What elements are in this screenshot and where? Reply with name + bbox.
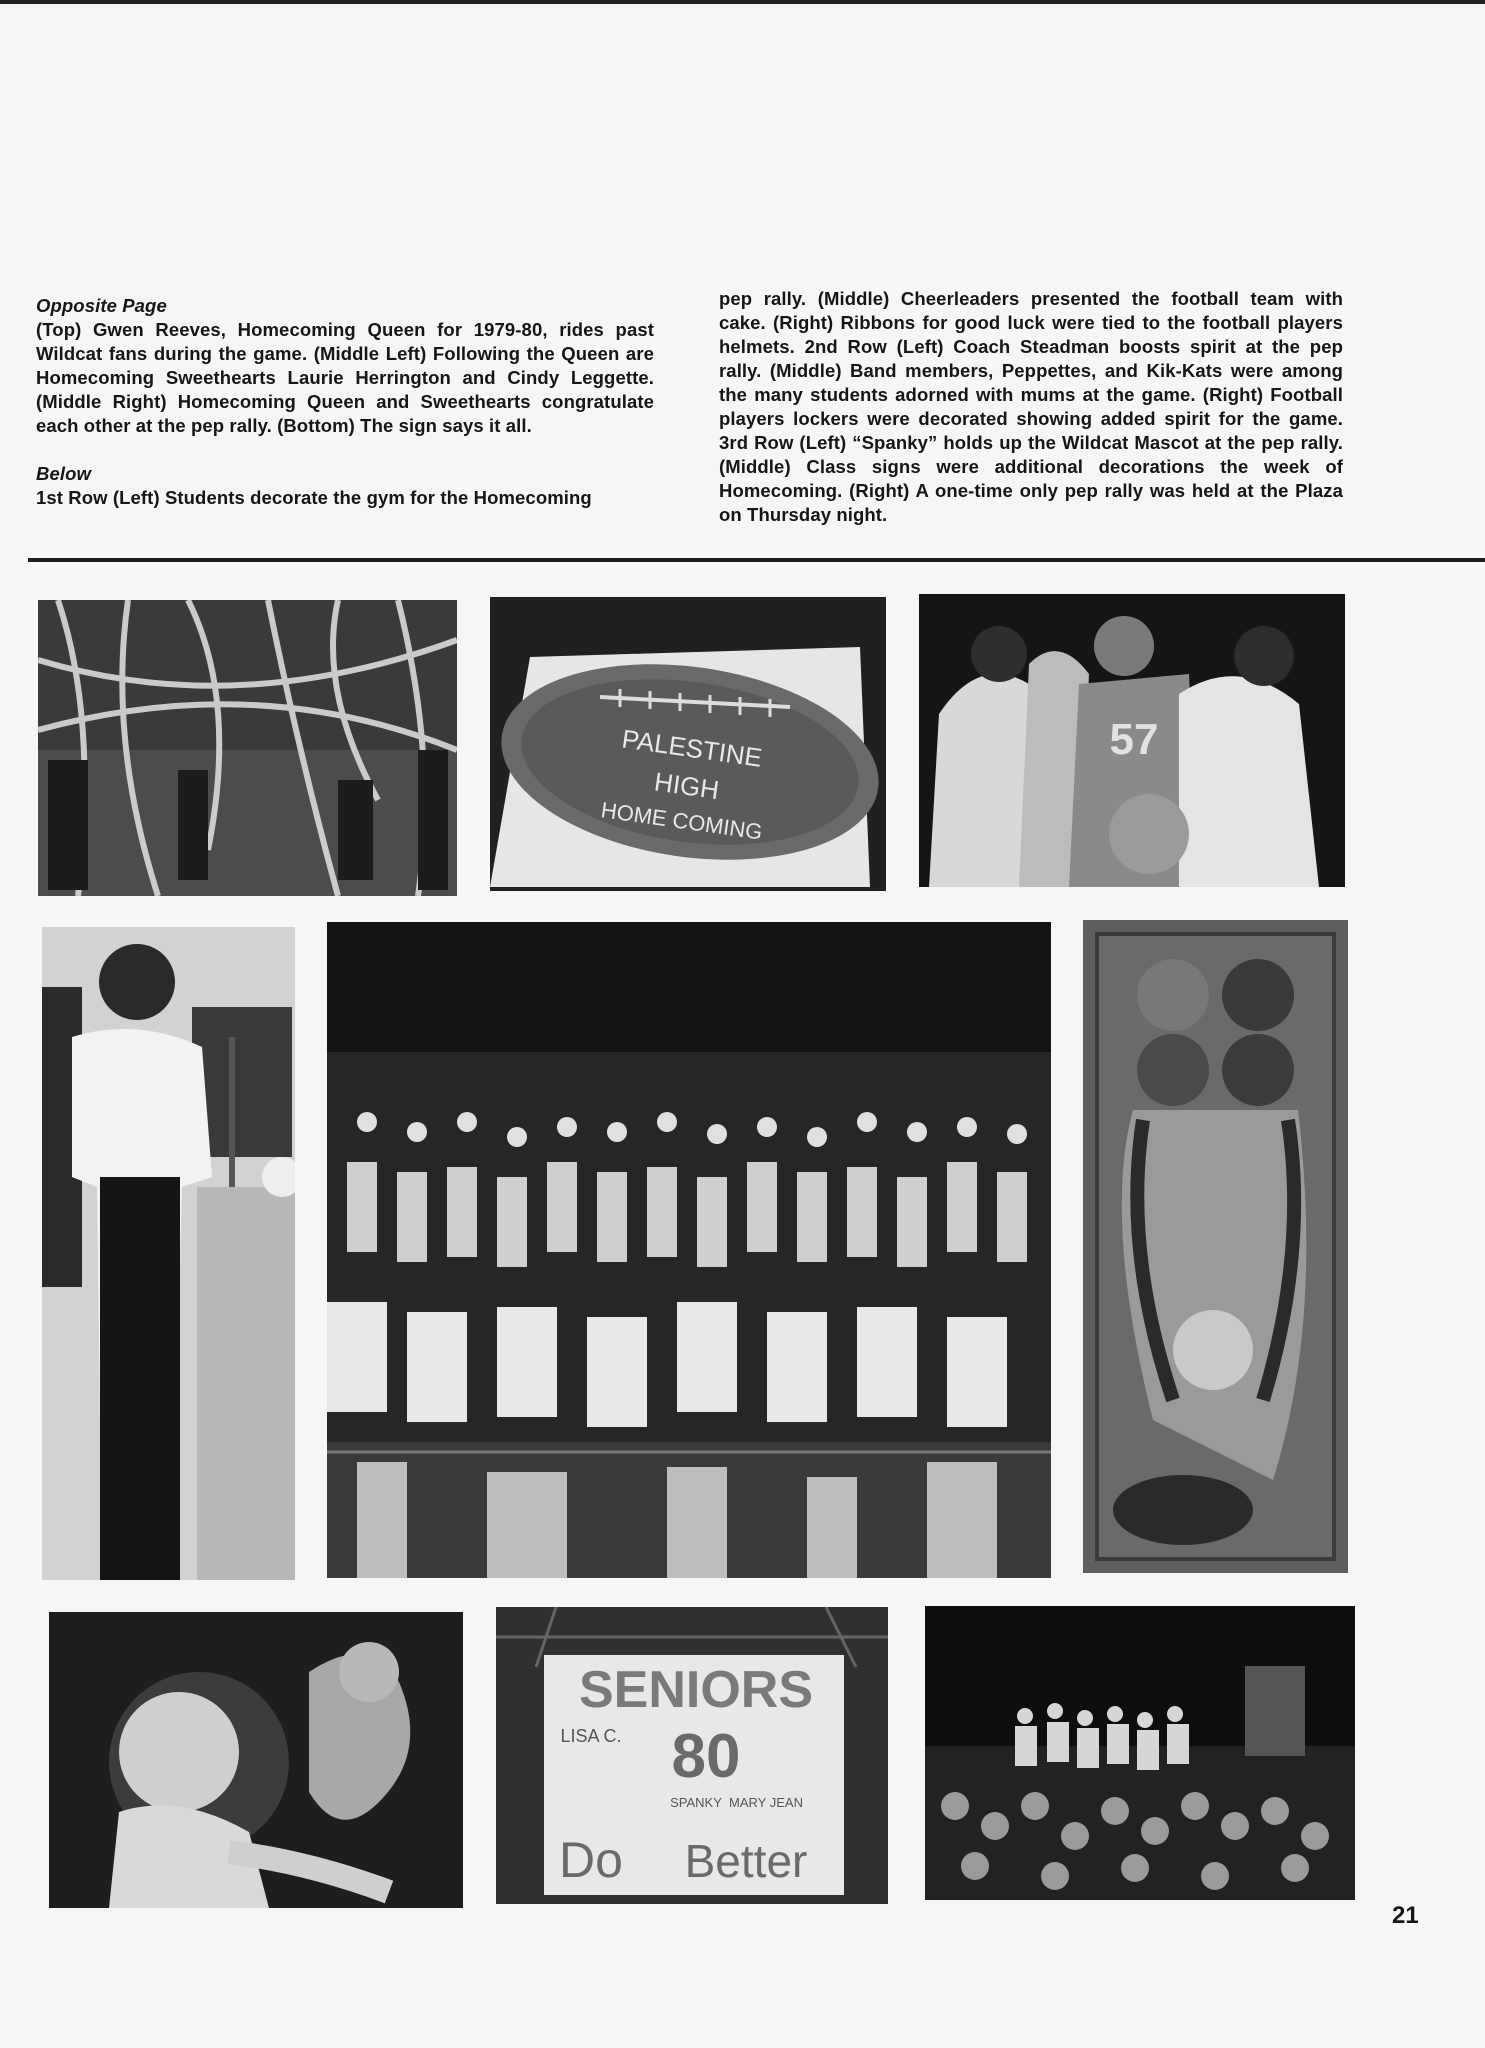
jersey-number: 57 bbox=[1109, 715, 1159, 764]
sign-text-mary-jean: MARY JEAN bbox=[729, 1795, 803, 1810]
sign-text-seniors: SENIORS bbox=[578, 1661, 814, 1719]
below-caption-start: 1st Row (Left) Students decorate the gym for the Homecoming bbox=[36, 487, 592, 508]
below-caption-continued: pep rally. (Middle) Cheerleaders presented the football team with cake. (Right) Ribbons for good luck were tied to the football players helmets. 2nd Row (Left) Coach Steadman boosts spirit at the pep rally. (Middle) Band members, Peppettes, and Kik-Kats were among the many students adorned with mums at the game. (Right) Football players lockers were decorated showing added spirit for the game. 3rd Row (Left) “Spanky” holds up the Wildcat Mascot at the pep rally. (Middle) Class signs were additional decorations the week of Homecoming. (Right) A one-time only pep rally was held at the Plaza on Thursday night. bbox=[719, 288, 1343, 525]
cake-text-line1: PALESTINE bbox=[619, 723, 764, 773]
sign-text-year: 80 bbox=[671, 1722, 741, 1791]
photo-plaza-pep-rally bbox=[925, 1606, 1355, 1900]
photo-gym-decorating bbox=[38, 600, 457, 896]
photo-band-peppettes bbox=[327, 922, 1051, 1578]
page-number: 21 bbox=[1392, 1902, 1419, 1929]
section-divider bbox=[28, 558, 1485, 562]
sign-text-better: Better bbox=[684, 1835, 808, 1887]
sign-text-lisa: LISA C. bbox=[560, 1726, 622, 1746]
photo-coach-steadman bbox=[42, 927, 295, 1580]
cake-text-line2: HIGH bbox=[652, 766, 721, 806]
photo-decorated-locker bbox=[1083, 920, 1348, 1573]
below-heading: Below bbox=[36, 463, 91, 484]
cake-text-line3: HOME COMING bbox=[599, 797, 764, 845]
photo-seniors-sign bbox=[496, 1607, 888, 1904]
sign-text-spanky: SPANKY bbox=[670, 1795, 722, 1810]
photo-homecoming-cake bbox=[490, 597, 886, 891]
photo-ribbons-helmets bbox=[919, 594, 1345, 887]
photo-spanky-mascot bbox=[49, 1612, 463, 1908]
opposite-page-heading: Opposite Page bbox=[36, 295, 167, 316]
sign-text-do: Do bbox=[559, 1832, 623, 1888]
top-border bbox=[0, 0, 1485, 4]
caption-left-column bbox=[36, 294, 654, 510]
opposite-page-caption: (Top) Gwen Reeves, Homecoming Queen for 1979-80, rides past Wildcat fans during the game. (Middle Left) Following the Queen are Homecoming Sweethearts Laurie Herrington and Cindy Leggette. (Middle Right) Homecoming Queen and Sweethearts congratulate each other at the pep rally. (Bottom) The sign says it all. bbox=[36, 319, 654, 436]
caption-right-column bbox=[719, 287, 1343, 527]
